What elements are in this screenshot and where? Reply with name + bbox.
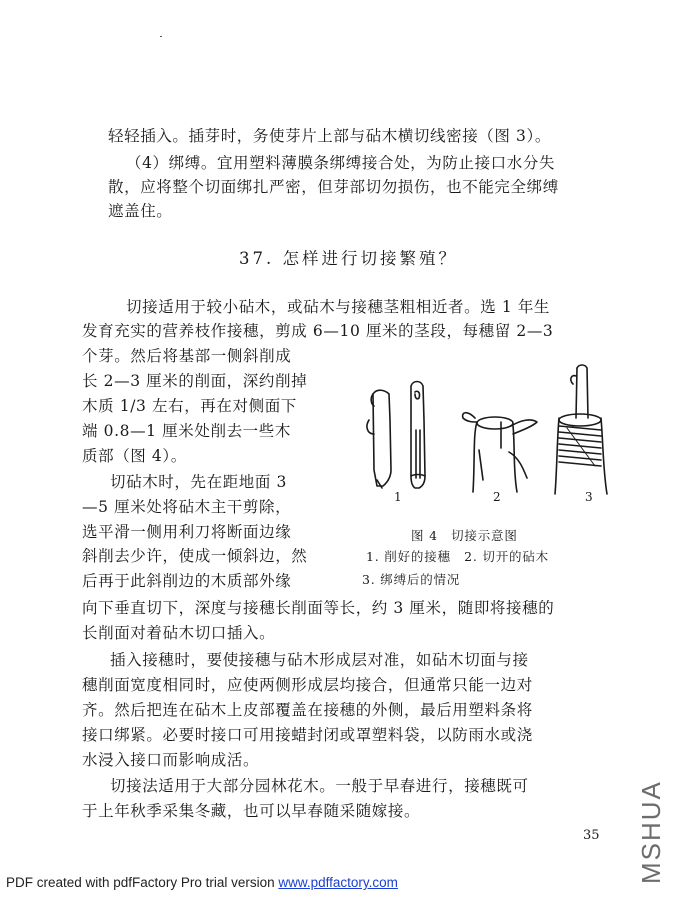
figure-legend-line: 3. 绑缚后的情况 (362, 572, 461, 587)
page-number: 35 (583, 828, 600, 843)
pdffactory-link[interactable]: www.pdffactory.com (278, 875, 398, 890)
body-text-line: 插入接穗时，要使接穗与砧木形成层对准，如砧木切面与接 (110, 651, 529, 669)
body-text-line: 发育充实的营养枝作接穗，剪成 6—10 厘米的茎段，每穗留 2—3 (82, 322, 554, 340)
body-text-line: 后再于此斜削边的木质部外缘 (82, 572, 292, 590)
figure-legend-line: 1. 削好的接穗 2. 切开的砧木 (366, 549, 549, 564)
rootstock-illustration (463, 413, 537, 492)
body-text-line: 长 2—3 厘米的削面，深约削掉 (82, 372, 308, 390)
body-text-line: （4）绑缚。宜用塑料薄膜条绑缚接合处，为防止接口水分失 (126, 154, 556, 172)
body-text-line: 于上年秋季采集冬藏，也可以早春随采随嫁接。 (82, 802, 421, 820)
figure-label-1: 1 (394, 490, 403, 504)
scion-cut-face-illustration (411, 382, 425, 489)
footer-text: PDF created with pdfFactory Pro trial version (6, 875, 279, 890)
bound-graft-illustration (555, 365, 607, 494)
body-text-line: 端 0.8—1 厘米处削去一些木 (82, 422, 291, 440)
body-text-line: 斜削去少许，使成一倾斜边，然 (82, 547, 308, 565)
figure-caption: 图 4 切接示意图 (411, 528, 518, 543)
body-text-line: 遮盖住。 (108, 202, 173, 220)
grafting-figure (355, 360, 625, 505)
body-text-line: 切接适用于较小砧木，或砧木与接穗茎粗相近者。选 1 年生 (126, 298, 551, 316)
body-text-line: —5 厘米处将砧木主干剪除， (82, 498, 292, 516)
body-text-line: 接口绑紧。必要时接口可用接蜡封闭或罩塑料袋，以防雨水或浇 (82, 726, 533, 744)
body-text-line: 散，应将整个切面绑扎严密，但芽部切勿损伤，也不能完全绑缚 (108, 178, 559, 196)
body-text-line: 水浸入接口而影响成活。 (82, 751, 260, 769)
body-text-line: 齐。然后把连在砧木上皮部覆盖在接穗的外侧，最后用塑料条将 (82, 701, 533, 719)
body-text-line: 质部（图 4）。 (82, 447, 187, 465)
body-text-line: 切接法适用于大部分园林花木。一般于早春进行，接穗既可 (110, 777, 529, 795)
scion-side-illustration (367, 390, 391, 488)
body-text-line: 个芽。然后将基部一侧斜削成 (82, 347, 292, 365)
body-text-line: 穗削面宽度相同时，应使两侧形成层均接合，但通常只能一边对 (82, 676, 533, 694)
body-text-line: 切砧木时，先在距地面 3 (110, 473, 287, 491)
scan-speck (160, 36, 162, 37)
figure-label-3: 3 (585, 490, 594, 504)
body-text-line: 长削面对着砧木切口插入。 (82, 624, 276, 642)
body-text-line: 选平滑一侧用利刀将断面边缘 (82, 523, 292, 541)
section-title: 37. 怎样进行切接繁殖？ (239, 249, 458, 268)
pdf-footer (6, 875, 398, 890)
body-text-line: 木质 1/3 左右，再在对侧面下 (82, 397, 297, 415)
body-text-line: 向下垂直切下，深度与接穗长削面等长，约 3 厘米，随即将接穗的 (82, 599, 555, 617)
body-text-line: 轻轻插入。插芽时，务使芽片上部与砧木横切线密接（图 3）。 (108, 127, 551, 145)
figure-label-2: 2 (493, 490, 502, 504)
watermark: MSHUA (636, 780, 666, 884)
